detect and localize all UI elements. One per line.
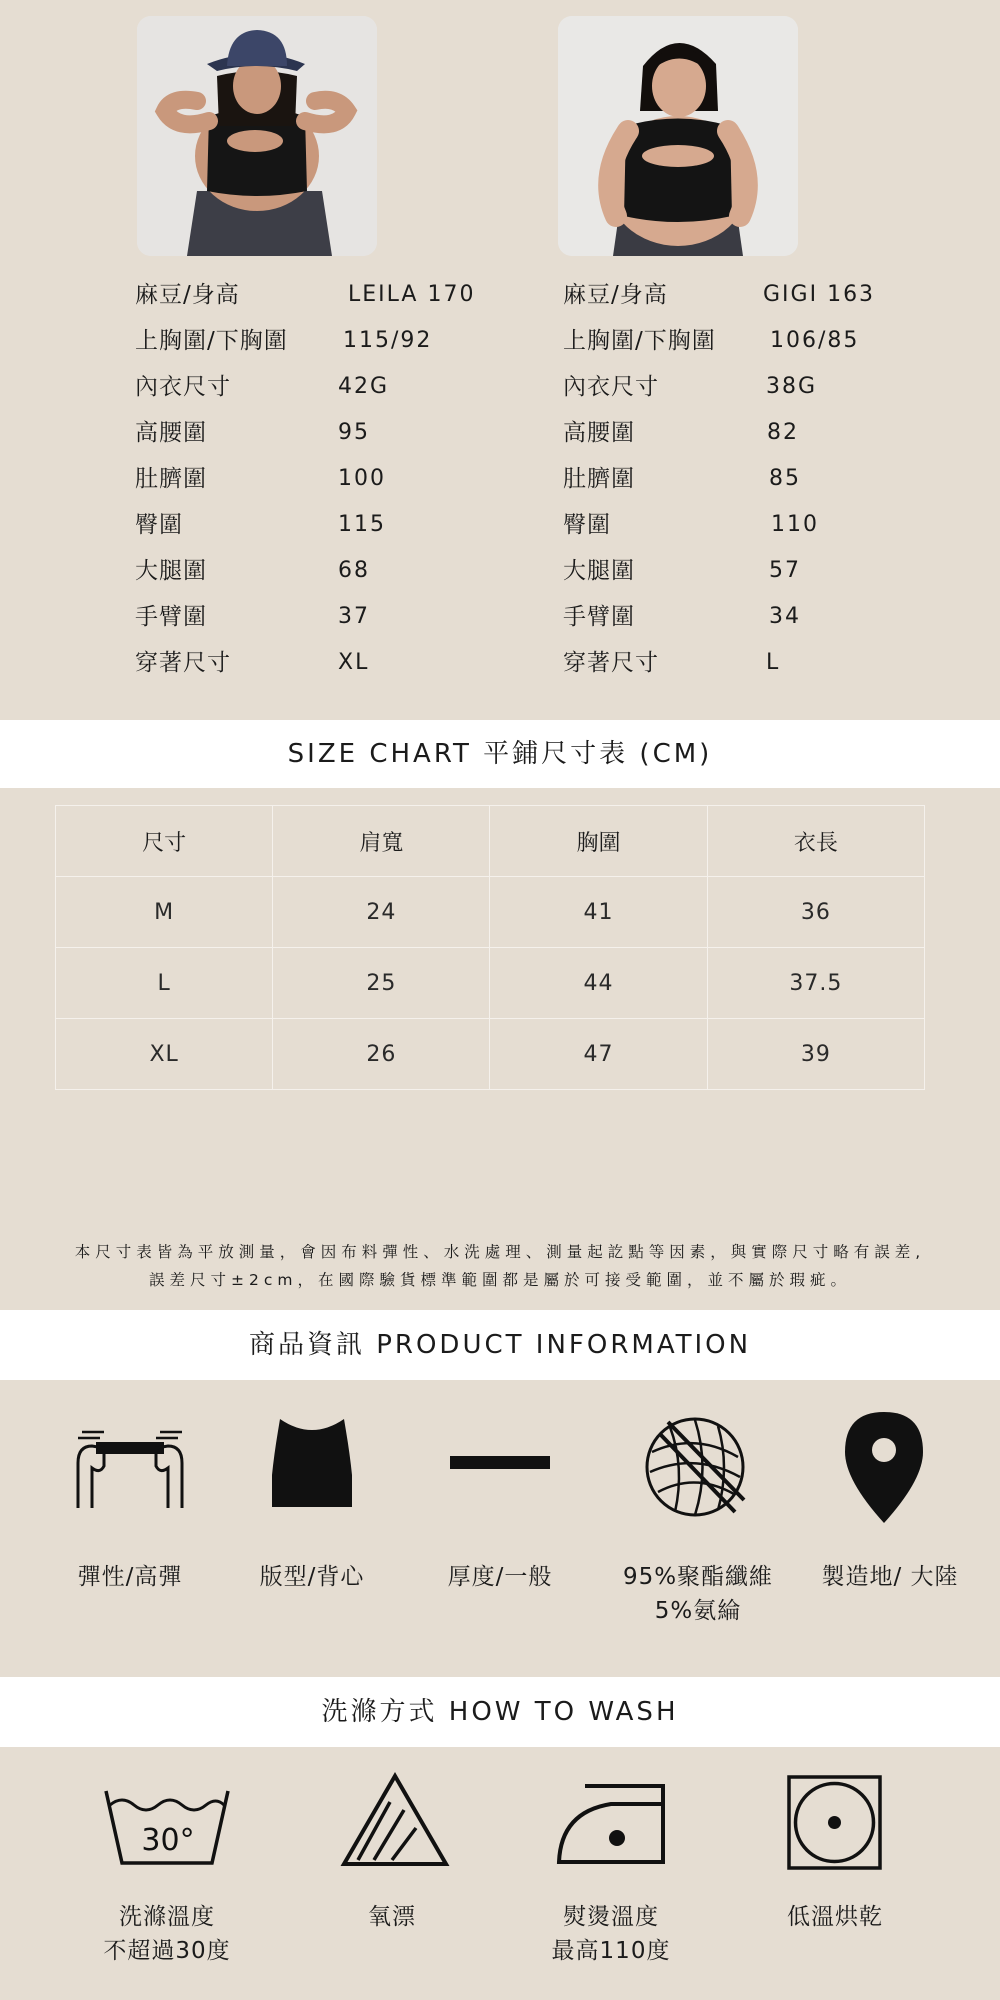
wash-caption bbox=[67, 1900, 267, 1968]
size-chart-cell: 39 bbox=[707, 1019, 924, 1090]
caption-line: 彈性/高彈 bbox=[77, 1564, 183, 1590]
size-chart-header-cell: 衣長 bbox=[707, 806, 924, 877]
measurement-label: 高腰圍 bbox=[563, 420, 635, 446]
model-photo-gigi bbox=[558, 16, 798, 256]
size-chart-cell: 26 bbox=[273, 1019, 490, 1090]
size-chart-cell: L bbox=[56, 948, 273, 1019]
size-chart-header-cell: 肩寬 bbox=[273, 806, 490, 877]
bleach-triangle-icon bbox=[340, 1772, 450, 1867]
measurement-label: 內衣尺寸 bbox=[135, 374, 231, 400]
size-chart-cell: M bbox=[56, 877, 273, 948]
measurement-label: 大腿圍 bbox=[135, 558, 207, 584]
size-chart-note bbox=[20, 1238, 980, 1294]
measurement-label: 穿著尺寸 bbox=[563, 650, 659, 676]
size-chart-cell: 41 bbox=[490, 877, 707, 948]
tumble-dry-low-icon bbox=[787, 1775, 882, 1870]
vest-top-icon bbox=[270, 1415, 354, 1510]
stretch-band-icon bbox=[70, 1418, 190, 1508]
wash-caption bbox=[292, 1900, 492, 1934]
measurement-label: 肚臍圍 bbox=[563, 466, 635, 492]
thickness-line-icon bbox=[450, 1455, 550, 1469]
wash-temp-symbol: 30° bbox=[141, 1823, 195, 1858]
size-chart-note-line: 誤差尺寸±2cm，在國際驗貨標準範圍都是屬於可接受範圍，並不屬於瑕疵。 bbox=[149, 1271, 851, 1289]
size-chart-row bbox=[56, 1019, 925, 1090]
measurement-label: 麻豆/身高 bbox=[563, 282, 668, 308]
measurement-value: 34 bbox=[769, 604, 801, 629]
size-chart-cell: 37.5 bbox=[707, 948, 924, 1019]
caption-line: 熨燙溫度 bbox=[563, 1904, 659, 1930]
measurement-value: 68 bbox=[338, 558, 370, 583]
size-chart-title: SIZE CHART 平鋪尺寸表 (CM) bbox=[287, 739, 713, 769]
measurement-value: 38G bbox=[766, 374, 818, 399]
measurement-value: 95 bbox=[338, 420, 370, 445]
measurement-value: XL bbox=[338, 650, 370, 675]
size-chart-header-row bbox=[56, 806, 925, 877]
iron-icon bbox=[555, 1782, 667, 1867]
measurement-label: 內衣尺寸 bbox=[563, 374, 659, 400]
caption-line: 5%氨綸 bbox=[654, 1598, 742, 1624]
size-chart-table bbox=[55, 805, 925, 1090]
measurement-value: 115/92 bbox=[343, 328, 433, 353]
size-chart-cell: 36 bbox=[707, 877, 924, 948]
size-chart-cell: 44 bbox=[490, 948, 707, 1019]
caption-line: 不超過30度 bbox=[103, 1938, 231, 1964]
measurement-value: 82 bbox=[767, 420, 799, 445]
measurement-value: LEILA 170 bbox=[348, 282, 476, 307]
product-info-caption bbox=[30, 1560, 230, 1594]
measurement-label: 麻豆/身高 bbox=[135, 282, 240, 308]
caption-line: 最高110度 bbox=[551, 1938, 671, 1964]
measurement-label: 手臂圍 bbox=[135, 604, 207, 630]
measurement-value: 85 bbox=[769, 466, 801, 491]
measurement-label: 高腰圍 bbox=[135, 420, 207, 446]
size-chart-row bbox=[56, 948, 925, 1019]
size-chart-note-line: 本尺寸表皆為平放測量，會因布料彈性、水洗處理、測量起訖點等因素，與實際尺寸略有誤差, bbox=[74, 1243, 926, 1261]
measurement-value: 106/85 bbox=[770, 328, 860, 353]
wash-title: 洗滌方式 HOW TO WASH bbox=[321, 1697, 679, 1727]
product-info-caption bbox=[212, 1560, 412, 1594]
caption-line: 氧漂 bbox=[368, 1904, 416, 1930]
caption-line: 厚度/一般 bbox=[447, 1564, 553, 1590]
measurement-value: L bbox=[766, 650, 781, 675]
measurement-label: 穿著尺寸 bbox=[135, 650, 231, 676]
yarn-ball-icon bbox=[640, 1412, 750, 1522]
product-info-caption bbox=[598, 1560, 798, 1628]
product-info-title: 商品資訊 PRODUCT INFORMATION bbox=[248, 1330, 752, 1360]
product-info-caption bbox=[400, 1560, 600, 1594]
wash-header bbox=[0, 1677, 1000, 1747]
measurement-label: 上胸圍/下胸圍 bbox=[563, 328, 716, 354]
measurement-label: 上胸圍/下胸圍 bbox=[135, 328, 288, 354]
size-chart-header-cell: 尺寸 bbox=[56, 806, 273, 877]
caption-line: 洗滌溫度 bbox=[119, 1904, 215, 1930]
wash-caption bbox=[511, 1900, 711, 1968]
measurement-value: 37 bbox=[338, 604, 370, 629]
measurement-label: 臀圍 bbox=[135, 512, 183, 538]
caption-line: 製造地/ 大陸 bbox=[821, 1564, 959, 1590]
measurement-value: GIGI 163 bbox=[763, 282, 876, 307]
measurement-value: 110 bbox=[771, 512, 819, 537]
size-chart-cell: 25 bbox=[273, 948, 490, 1019]
measurement-value: 100 bbox=[338, 466, 386, 491]
measurement-value: 115 bbox=[338, 512, 386, 537]
measurement-label: 臀圍 bbox=[563, 512, 611, 538]
caption-line: 95%聚酯纖維 bbox=[622, 1564, 774, 1590]
size-chart-header-cell: 胸圍 bbox=[490, 806, 707, 877]
product-info-caption bbox=[790, 1560, 990, 1594]
measurement-label: 肚臍圍 bbox=[135, 466, 207, 492]
wash-caption bbox=[735, 1900, 935, 1934]
size-chart-header bbox=[0, 720, 1000, 788]
size-chart-cell: XL bbox=[56, 1019, 273, 1090]
measurement-value: 42G bbox=[338, 374, 390, 399]
location-pin-icon bbox=[843, 1410, 925, 1525]
size-chart-row bbox=[56, 877, 925, 948]
wash-30-icon bbox=[102, 1785, 232, 1867]
measurement-label: 大腿圍 bbox=[563, 558, 635, 584]
size-chart-cell: 47 bbox=[490, 1019, 707, 1090]
caption-line: 低溫烘乾 bbox=[787, 1904, 883, 1930]
size-chart-cell: 24 bbox=[273, 877, 490, 948]
product-info-header bbox=[0, 1310, 1000, 1380]
measurement-value: 57 bbox=[769, 558, 801, 583]
measurement-label: 手臂圍 bbox=[563, 604, 635, 630]
model-photo-leila bbox=[137, 16, 377, 256]
caption-line: 版型/背心 bbox=[259, 1564, 365, 1590]
